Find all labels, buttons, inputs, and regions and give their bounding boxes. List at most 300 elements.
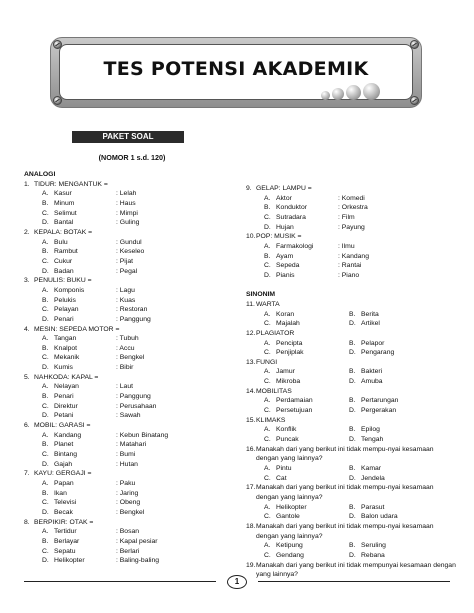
option-pair: : Mimpi bbox=[116, 209, 138, 217]
answer-option bbox=[24, 527, 236, 537]
answer-option bbox=[246, 194, 456, 204]
question-number: 2. bbox=[24, 228, 30, 236]
question-text: Manakah dari yang berikut ini tidak mempu-nyai kesamaan dengan yang lainnya? bbox=[256, 445, 434, 463]
option-letter: A. bbox=[42, 190, 49, 198]
option-word: Selimut bbox=[54, 209, 77, 217]
option-word: Rambut bbox=[54, 248, 78, 256]
answer-option bbox=[24, 209, 236, 219]
answer-option-pair bbox=[246, 367, 456, 377]
option-word: Pengarang bbox=[361, 349, 395, 357]
option-pair: : Matahari bbox=[116, 441, 147, 449]
answer-option bbox=[246, 271, 456, 281]
question-text: PLAGIATOR bbox=[256, 329, 295, 337]
question-text: NAHKODA: KAPAL = bbox=[34, 373, 99, 381]
option-word: Hujan bbox=[276, 223, 294, 231]
option-letter: A. bbox=[42, 335, 49, 343]
screw-icon bbox=[410, 40, 419, 49]
option-word: Berita bbox=[361, 310, 379, 318]
option-letter: C. bbox=[42, 354, 49, 362]
option-letter: B. bbox=[349, 310, 356, 318]
decor-ball-icon bbox=[321, 91, 330, 100]
option-word: Farmakologi bbox=[276, 242, 314, 250]
answer-option bbox=[24, 382, 236, 392]
option-pair: : Tubuh bbox=[116, 335, 139, 343]
title-banner bbox=[50, 37, 422, 108]
option-letter: C. bbox=[264, 513, 271, 521]
option-pair: : Accu bbox=[116, 344, 135, 352]
option-letter: B. bbox=[42, 537, 49, 545]
option-word: Bulu bbox=[54, 238, 68, 246]
answer-option bbox=[24, 363, 236, 373]
option-word: Penari bbox=[54, 393, 74, 401]
option-pair: : Panggung bbox=[116, 393, 151, 401]
option-pair: : Bibir bbox=[116, 364, 134, 372]
question-number: 15. bbox=[246, 416, 256, 424]
answer-option-pair bbox=[246, 396, 456, 406]
option-letter: B. bbox=[349, 503, 356, 511]
page-footer bbox=[219, 575, 255, 589]
answer-option bbox=[24, 315, 236, 325]
option-pair: : Baling-baling bbox=[116, 557, 160, 565]
option-word: Pelukis bbox=[54, 296, 76, 304]
option-letter: B. bbox=[349, 542, 356, 550]
question bbox=[24, 325, 236, 335]
answer-option-pair bbox=[246, 406, 456, 416]
question-number: 10. bbox=[246, 233, 256, 241]
answer-option bbox=[24, 334, 236, 344]
option-letter: A. bbox=[264, 503, 271, 511]
option-letter: C. bbox=[42, 499, 49, 507]
answer-option bbox=[24, 547, 236, 557]
question-text: Manakah dari yang berikut ini tidak mempu-nyai kesamaan dengan yang lainnya? bbox=[256, 522, 434, 540]
option-letter: D. bbox=[42, 557, 49, 565]
answer-option-pair bbox=[246, 348, 456, 358]
answer-option bbox=[246, 242, 456, 252]
option-word: Pelapor bbox=[361, 339, 385, 347]
option-pair: : Panggung bbox=[116, 315, 151, 323]
option-letter: C. bbox=[264, 474, 271, 482]
option-pair: : Pijat bbox=[116, 257, 133, 265]
answer-option-pair bbox=[246, 319, 456, 329]
option-word: Pencipta bbox=[276, 339, 303, 347]
answer-option bbox=[24, 286, 236, 296]
option-letter: B. bbox=[42, 296, 49, 304]
answer-option bbox=[24, 508, 236, 518]
answer-option-pair bbox=[246, 339, 456, 349]
answer-option bbox=[24, 218, 236, 228]
option-letter: D. bbox=[264, 223, 271, 231]
option-word: Petani bbox=[54, 412, 74, 420]
option-letter: A. bbox=[42, 286, 49, 294]
option-pair: : Bengkel bbox=[116, 354, 145, 362]
option-word: Helikopter bbox=[276, 503, 307, 511]
option-pair: : Bengkel bbox=[116, 508, 145, 516]
option-pair: : Obeng bbox=[116, 499, 141, 507]
answer-option bbox=[24, 199, 236, 209]
option-word: Persetujuan bbox=[276, 407, 313, 415]
option-word: Ketipung bbox=[276, 542, 303, 550]
option-letter: C. bbox=[42, 451, 49, 459]
question-text: WARTA bbox=[256, 300, 280, 308]
answer-option bbox=[24, 392, 236, 402]
option-pair: : Keseleo bbox=[116, 248, 145, 256]
answer-option-pair bbox=[246, 541, 456, 551]
option-word: Konduktor bbox=[276, 204, 307, 212]
left-column bbox=[24, 170, 236, 566]
question-number: 6. bbox=[24, 422, 30, 430]
answer-option bbox=[24, 305, 236, 315]
option-word: Minum bbox=[54, 199, 75, 207]
question-number: 1. bbox=[24, 180, 30, 188]
option-word: Bakteri bbox=[361, 368, 383, 376]
option-letter: B. bbox=[349, 426, 356, 434]
answer-option bbox=[246, 213, 456, 223]
answer-option bbox=[24, 411, 236, 421]
option-letter: A. bbox=[42, 238, 49, 246]
option-pair: : Haus bbox=[116, 199, 136, 207]
option-letter: D. bbox=[42, 460, 49, 468]
question-number: 14. bbox=[246, 387, 256, 395]
question-number: 18. bbox=[246, 522, 256, 530]
option-pair: : Hutan bbox=[116, 460, 138, 468]
option-word: Ikan bbox=[54, 489, 67, 497]
answer-option bbox=[24, 257, 236, 267]
answer-option bbox=[24, 431, 236, 441]
answer-option-pair bbox=[246, 464, 456, 474]
option-letter: D. bbox=[349, 378, 356, 386]
question bbox=[24, 276, 236, 286]
option-word: Cukur bbox=[54, 257, 73, 265]
option-pair: : Sawah bbox=[116, 412, 141, 420]
option-word: Berlayar bbox=[54, 537, 80, 545]
answer-option bbox=[24, 189, 236, 199]
option-word: Mekanik bbox=[54, 354, 80, 362]
question-number: 12. bbox=[246, 329, 256, 337]
option-word: Televisi bbox=[54, 499, 77, 507]
page-title: TES POTENSI AKADEMIK bbox=[103, 58, 369, 80]
option-word: Becak bbox=[54, 508, 73, 516]
option-pair: : Rantai bbox=[338, 262, 362, 270]
question-text: KLIMAKS bbox=[256, 416, 286, 424]
question bbox=[246, 522, 456, 541]
option-letter: D. bbox=[42, 508, 49, 516]
question-number: 7. bbox=[24, 470, 30, 478]
answer-option-pair bbox=[246, 551, 456, 561]
question bbox=[24, 228, 236, 238]
option-letter: B. bbox=[42, 344, 49, 352]
option-pair: : Laut bbox=[116, 383, 134, 391]
answer-option bbox=[246, 261, 456, 271]
option-letter: C. bbox=[42, 547, 49, 555]
option-pair: : Ilmu bbox=[338, 242, 355, 250]
option-word: Gantole bbox=[276, 513, 300, 521]
option-pair: : Bosan bbox=[116, 528, 140, 536]
answer-option-pair bbox=[246, 310, 456, 320]
answer-option bbox=[24, 267, 236, 277]
question-text: MOBILITAS bbox=[256, 387, 292, 395]
question bbox=[246, 329, 456, 339]
option-word: Direktur bbox=[54, 402, 78, 410]
answer-option-pair bbox=[246, 474, 456, 484]
option-word: Perdamaian bbox=[276, 397, 313, 405]
option-word: Balon udara bbox=[361, 513, 398, 521]
option-letter: A. bbox=[264, 397, 271, 405]
option-word: Mikroba bbox=[276, 378, 301, 386]
option-letter: D. bbox=[42, 364, 49, 372]
question bbox=[246, 358, 456, 368]
question-number: 8. bbox=[24, 518, 30, 526]
option-word: Badan bbox=[54, 267, 74, 275]
answer-option bbox=[24, 353, 236, 363]
question-text: Manakah dari yang berikut ini tidak mempunyai kesamaan dengan yang lainnya? bbox=[256, 561, 456, 579]
option-letter: A. bbox=[264, 542, 271, 550]
option-letter: C. bbox=[264, 213, 271, 221]
option-letter: A. bbox=[264, 194, 271, 202]
option-word: Tertidur bbox=[54, 528, 77, 536]
option-word: Amuba bbox=[361, 378, 383, 386]
option-pair: : Kebun Binatang bbox=[116, 431, 169, 439]
option-letter: C. bbox=[42, 306, 49, 314]
answer-option bbox=[24, 402, 236, 412]
option-letter: D. bbox=[42, 219, 49, 227]
option-pair: : Berlari bbox=[116, 547, 140, 555]
option-letter: D. bbox=[42, 412, 49, 420]
question-text: PENULIS: BUKU = bbox=[34, 277, 92, 285]
option-word: Pelayan bbox=[54, 306, 79, 314]
option-word: Sepatu bbox=[54, 547, 76, 555]
option-letter: C. bbox=[264, 378, 271, 386]
section-heading: SINONIM bbox=[246, 291, 276, 299]
option-pair: : Payung bbox=[338, 223, 365, 231]
option-word: Nelayan bbox=[54, 383, 79, 391]
option-pair: : Jaring bbox=[116, 489, 139, 497]
option-letter: A. bbox=[264, 368, 271, 376]
option-letter: D. bbox=[349, 349, 356, 357]
option-letter: B. bbox=[42, 489, 49, 497]
option-word: Komponis bbox=[54, 286, 85, 294]
decor-ball-icon bbox=[346, 85, 361, 100]
option-pair: : Kapal pesiar bbox=[116, 537, 158, 545]
option-letter: A. bbox=[42, 383, 49, 391]
answer-option bbox=[24, 460, 236, 470]
question-text: MESIN: SEPEDA MOTOR = bbox=[34, 325, 120, 333]
option-pair: : Bumi bbox=[116, 451, 136, 459]
question-number: 5. bbox=[24, 373, 30, 381]
question bbox=[246, 416, 456, 426]
question-number: 16. bbox=[246, 445, 256, 453]
option-word: Sutradara bbox=[276, 213, 306, 221]
option-word: Gajah bbox=[54, 460, 73, 468]
option-letter: A. bbox=[42, 528, 49, 536]
question-number: 3. bbox=[24, 277, 30, 285]
option-letter: C. bbox=[42, 209, 49, 217]
question bbox=[246, 561, 456, 580]
section-heading: ANALOGI bbox=[24, 171, 56, 178]
option-letter: A. bbox=[264, 242, 271, 250]
option-pair: : Orkestra bbox=[338, 204, 368, 212]
option-letter: C. bbox=[264, 551, 271, 559]
number-range: (NOMOR 1 s.d. 120) bbox=[98, 153, 166, 162]
option-letter: D. bbox=[42, 267, 49, 275]
question bbox=[246, 300, 456, 310]
option-letter: D. bbox=[349, 320, 356, 328]
option-letter: D. bbox=[42, 315, 49, 323]
question bbox=[246, 483, 456, 502]
question-text: BERPIKIR: OTAK = bbox=[34, 518, 94, 526]
section-label: PAKET SOAL bbox=[72, 131, 184, 143]
option-word: Gendang bbox=[276, 551, 304, 559]
option-pair: : Lelah bbox=[116, 190, 137, 198]
option-pair: : Kuas bbox=[116, 296, 136, 304]
option-word: Kasur bbox=[54, 190, 72, 198]
option-word: Epilog bbox=[361, 426, 380, 434]
option-letter: D. bbox=[349, 407, 356, 415]
question-text: FUNGI bbox=[256, 358, 278, 366]
question-number: 4. bbox=[24, 325, 30, 333]
option-letter: D. bbox=[349, 513, 356, 521]
option-word: Bintang bbox=[54, 451, 78, 459]
answer-option-pair bbox=[246, 503, 456, 513]
question bbox=[246, 184, 456, 194]
question bbox=[246, 387, 456, 397]
option-word: Ayam bbox=[276, 252, 294, 260]
answer-option bbox=[24, 489, 236, 499]
option-letter: A. bbox=[264, 465, 271, 473]
option-letter: D. bbox=[349, 551, 356, 559]
option-pair: : Restoran bbox=[116, 306, 148, 314]
answer-option-pair bbox=[246, 512, 456, 522]
option-word: Artikel bbox=[361, 320, 380, 328]
answer-option bbox=[246, 223, 456, 233]
answer-option bbox=[24, 537, 236, 547]
option-word: Kandang bbox=[54, 431, 82, 439]
option-letter: B. bbox=[349, 339, 356, 347]
answer-option bbox=[24, 238, 236, 248]
option-word: Rebana bbox=[361, 551, 385, 559]
option-word: Helikopter bbox=[54, 557, 85, 565]
option-word: Planet bbox=[54, 441, 74, 449]
spacer bbox=[246, 281, 456, 291]
option-word: Kumis bbox=[54, 364, 73, 372]
option-pair: : Komedi bbox=[338, 194, 365, 202]
option-word: Penari bbox=[54, 315, 74, 323]
option-word: Cat bbox=[276, 474, 287, 482]
answer-option bbox=[24, 556, 236, 566]
footer-rule bbox=[24, 581, 216, 582]
footer-rule bbox=[258, 581, 450, 582]
option-letter: C. bbox=[264, 320, 271, 328]
option-word: Penjiplak bbox=[276, 349, 304, 357]
option-pair: : Film bbox=[338, 213, 355, 221]
option-letter: C. bbox=[42, 257, 49, 265]
answer-option-pair bbox=[246, 435, 456, 445]
option-letter: D. bbox=[349, 436, 356, 444]
question-text: GELAP: LAMPU = bbox=[256, 185, 312, 192]
answer-option bbox=[24, 479, 236, 489]
option-letter: A. bbox=[264, 426, 271, 434]
option-letter: A. bbox=[42, 480, 49, 487]
option-word: Aktor bbox=[276, 194, 292, 202]
option-word: Pintu bbox=[276, 465, 292, 473]
option-pair: : Pegal bbox=[116, 267, 138, 275]
option-word: Jamur bbox=[276, 368, 295, 376]
option-word: Papan bbox=[54, 480, 74, 487]
decor-ball-icon bbox=[332, 88, 344, 100]
option-letter: B. bbox=[264, 252, 271, 260]
option-word: Seruling bbox=[361, 542, 386, 550]
option-word: Puncak bbox=[276, 436, 299, 444]
answer-option-pair bbox=[246, 425, 456, 435]
option-letter: C. bbox=[264, 436, 271, 444]
decor-ball-icon bbox=[363, 83, 380, 100]
option-word: Koran bbox=[276, 310, 295, 318]
question-number: 13. bbox=[246, 358, 256, 366]
page-number: 1 bbox=[227, 575, 247, 589]
question-number: 17. bbox=[246, 484, 256, 492]
option-letter: B. bbox=[349, 465, 356, 473]
answer-option bbox=[246, 252, 456, 262]
answer-option bbox=[24, 344, 236, 354]
option-letter: B. bbox=[42, 441, 49, 449]
question bbox=[24, 421, 236, 431]
option-pair: : Perusahaan bbox=[116, 402, 157, 410]
option-word: Pertarungan bbox=[361, 397, 399, 405]
option-pair: : Kandang bbox=[338, 252, 369, 260]
question bbox=[246, 445, 456, 464]
screw-icon bbox=[53, 40, 62, 49]
screw-icon bbox=[53, 96, 62, 105]
question bbox=[24, 180, 236, 190]
option-word: Knalpot bbox=[54, 344, 78, 352]
option-word: Jendela bbox=[361, 474, 385, 482]
question-number: 9. bbox=[246, 185, 252, 192]
option-word: Konflik bbox=[276, 426, 297, 434]
screw-icon bbox=[410, 96, 419, 105]
answer-option-pair bbox=[246, 377, 456, 387]
question-text: KEPALA: BOTAK = bbox=[34, 228, 93, 236]
question-text: Manakah dari yang berikut ini tidak mempu-nyai kesamaan dengan yang lainnya? bbox=[256, 484, 434, 501]
option-letter: D. bbox=[349, 474, 356, 482]
question-text: TIDUR: MENGANTUK = bbox=[34, 180, 108, 188]
question-number: 11. bbox=[246, 300, 255, 308]
question bbox=[24, 518, 236, 528]
option-letter: C. bbox=[42, 402, 49, 410]
option-word: Pergerakan bbox=[361, 407, 397, 415]
answer-option bbox=[24, 450, 236, 460]
option-word: Sepeda bbox=[276, 262, 300, 270]
question bbox=[24, 373, 236, 383]
option-letter: B. bbox=[42, 248, 49, 256]
option-letter: A. bbox=[264, 310, 271, 318]
question-number: 19. bbox=[246, 561, 256, 569]
answer-option bbox=[24, 498, 236, 508]
question-text: MOBIL: GARASI = bbox=[34, 422, 91, 430]
option-pair: : Gundul bbox=[116, 238, 142, 246]
option-word: Tangan bbox=[54, 335, 77, 343]
option-letter: C. bbox=[264, 349, 271, 357]
option-letter: B. bbox=[349, 368, 356, 376]
option-letter: C. bbox=[264, 262, 271, 270]
option-word: Bantal bbox=[54, 219, 74, 227]
right-column bbox=[246, 184, 456, 580]
option-word: Majalah bbox=[276, 320, 300, 328]
option-letter: C. bbox=[264, 407, 271, 415]
option-word: Tengah bbox=[361, 436, 384, 444]
option-pair: : Piano bbox=[338, 271, 360, 279]
option-letter: B. bbox=[349, 397, 356, 405]
option-letter: B. bbox=[42, 199, 49, 207]
option-pair: : Lagu bbox=[116, 286, 135, 294]
